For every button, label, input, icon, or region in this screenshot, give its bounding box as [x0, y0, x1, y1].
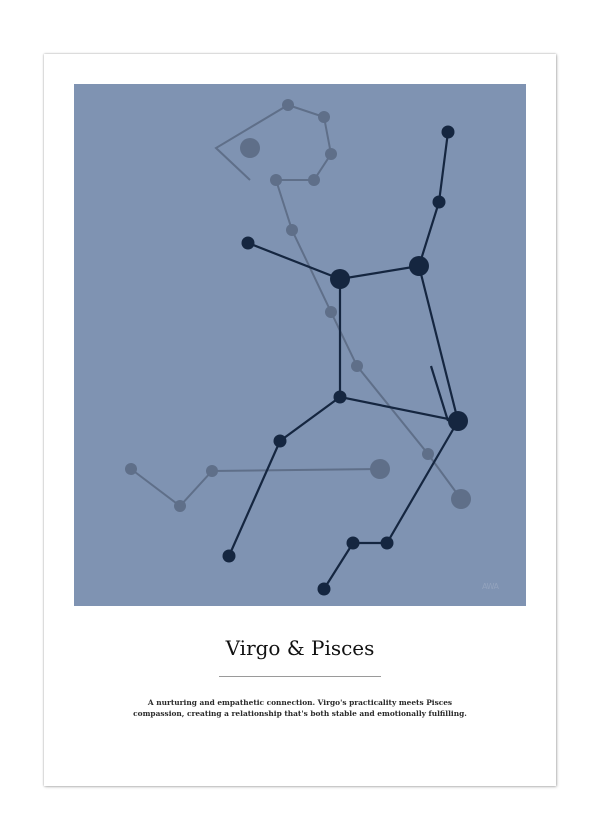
caption-line: compassion, creating a relationship that's both stable and emotionally fulfilling.: [133, 709, 467, 718]
pisces-star: [325, 306, 337, 318]
pisces-star: [125, 463, 137, 475]
virgo-star: [381, 537, 394, 550]
pisces-star: [318, 111, 330, 123]
virgo-star: [433, 196, 446, 209]
pisces-star: [325, 148, 337, 160]
pisces-star: [174, 500, 186, 512]
virgo-star: [242, 237, 255, 250]
pisces-star: [286, 224, 298, 236]
virgo-star: [274, 435, 287, 448]
watermark-logo: AWA: [482, 582, 499, 591]
virgo-star: [330, 269, 350, 289]
poster-caption: [120, 697, 480, 719]
artwork-background: [74, 84, 526, 606]
virgo-star: [442, 126, 455, 139]
constellation-artwork: [74, 84, 526, 606]
pisces-star: [451, 489, 471, 509]
constellation-svg: [74, 84, 526, 606]
virgo-star: [334, 391, 347, 404]
virgo-star: [409, 256, 429, 276]
title-divider: [219, 676, 381, 677]
pisces-star: [370, 459, 390, 479]
pisces-star: [282, 99, 294, 111]
pisces-star: [422, 448, 434, 460]
pisces-star: [240, 138, 260, 158]
pisces-star: [270, 174, 282, 186]
virgo-star: [448, 411, 468, 431]
caption-line: A nurturing and empathetic connection. Virgo's practicality meets Pisces: [147, 698, 453, 707]
virgo-star: [347, 537, 360, 550]
virgo-star: [223, 550, 236, 563]
pisces-star: [206, 465, 218, 477]
pisces-star: [351, 360, 363, 372]
virgo-star: [318, 583, 331, 596]
poster-title: Virgo & Pisces: [225, 636, 375, 660]
pisces-star: [308, 174, 320, 186]
